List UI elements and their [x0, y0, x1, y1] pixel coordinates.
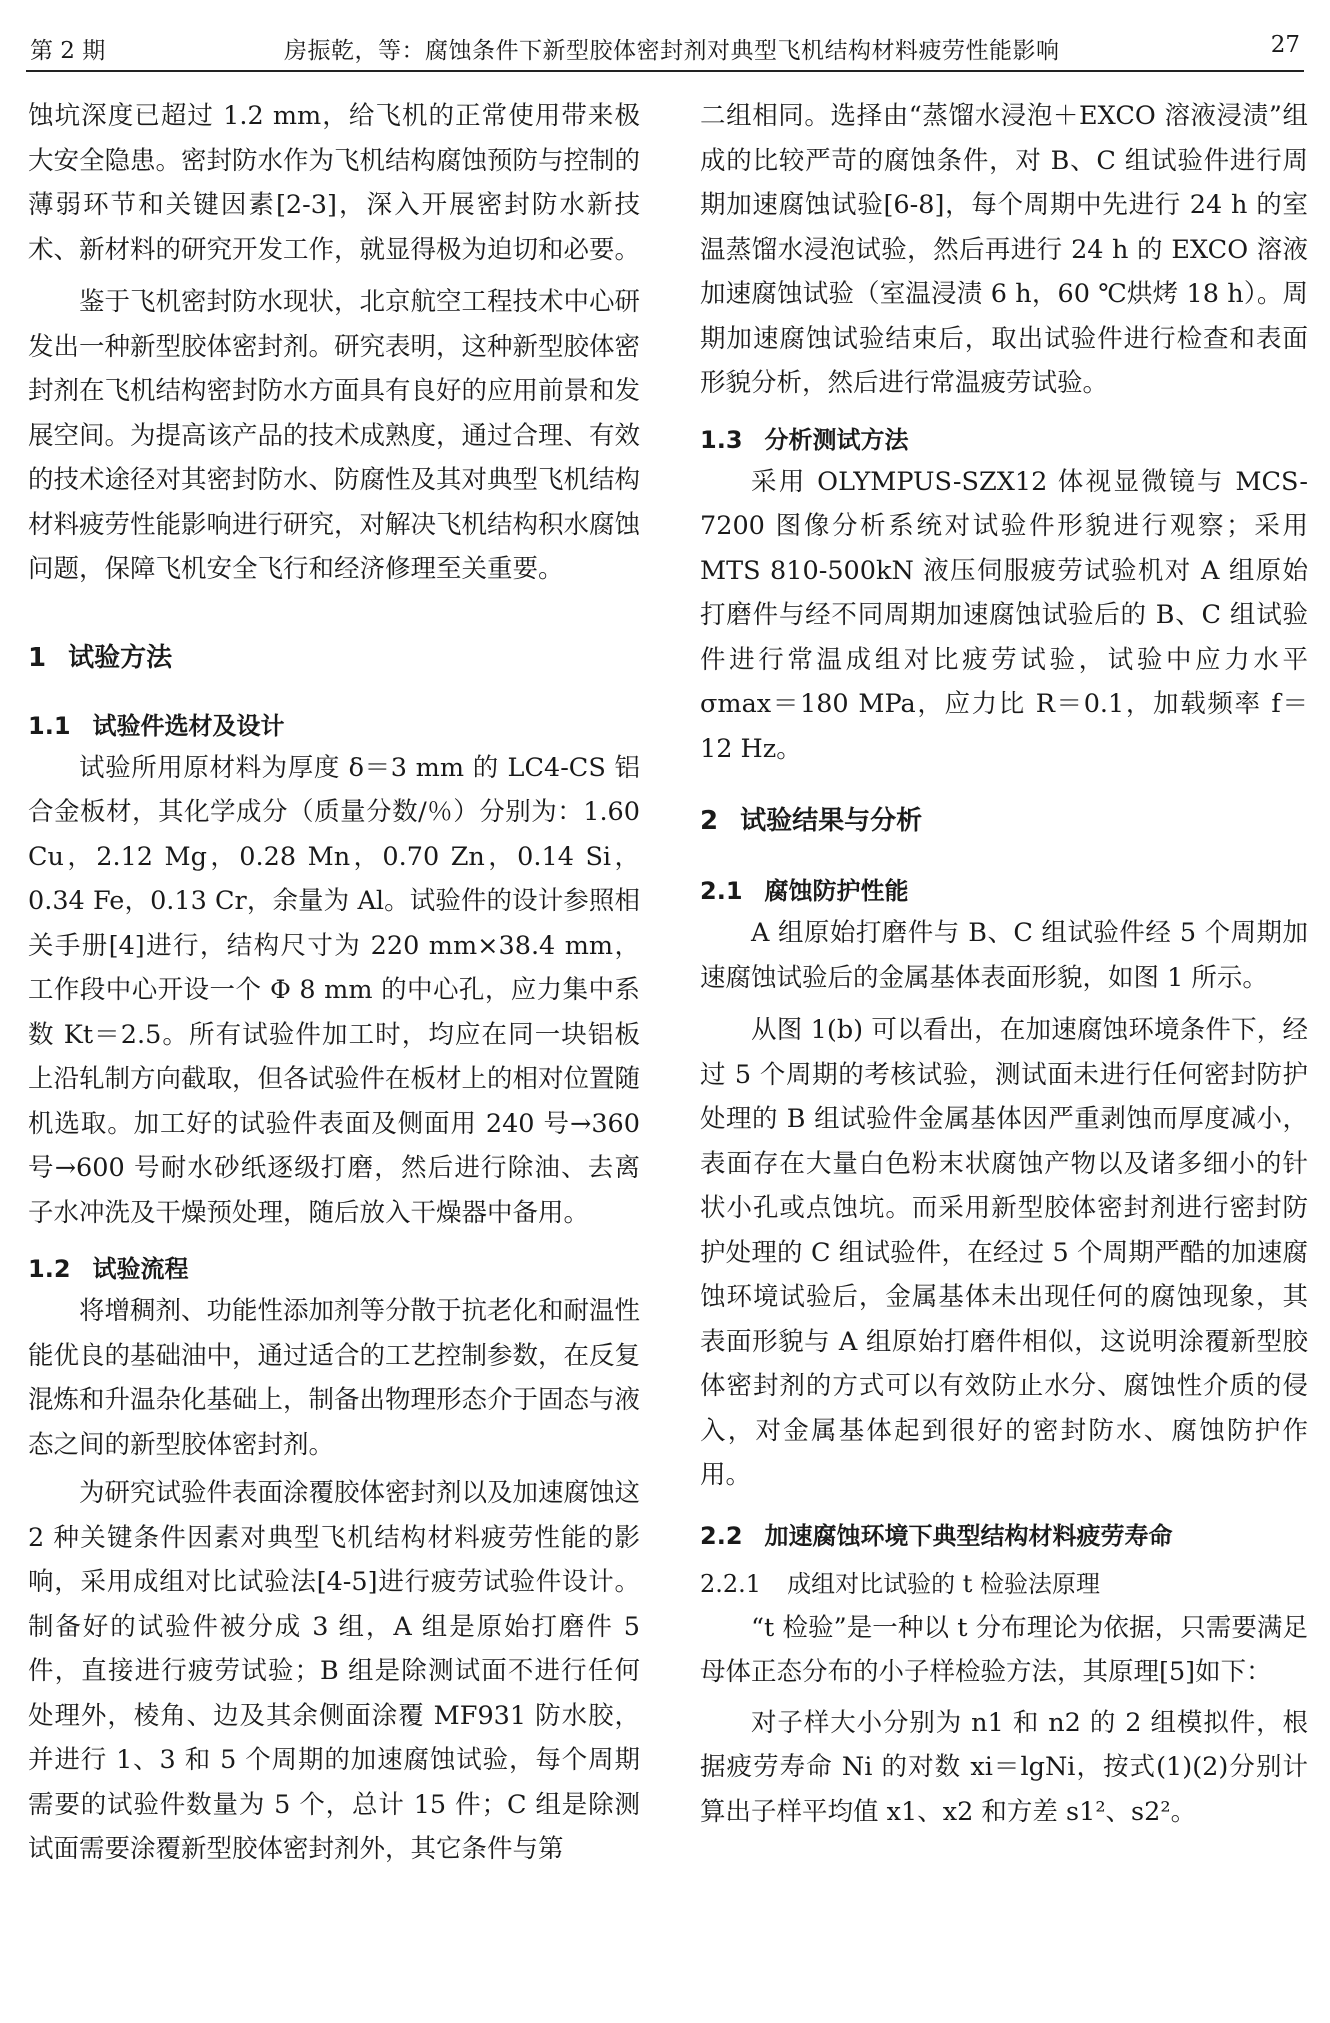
section-heading — [700, 801, 1308, 841]
left-column — [28, 94, 640, 1872]
section-title: 试验方法 — [68, 642, 173, 673]
subsection-heading — [700, 1516, 1308, 1556]
paragraph: 采用 OLYMPUS-SZX12 体视显微镜与 MCS-7200 图像分析系统对试验件形貌进行观察；采用 MTS 810-500kN 液压伺服疲劳试验机对 A 组原始打磨件与经不同周期加速腐蚀试验后的 B、C 组试验件进行常温成组对比疲劳试验，试验中应力水平 σmax＝180 MPa，应力比 R＝0.1，加载频率 f＝12 Hz。 — [700, 466, 1308, 764]
subsection-title: 分析测试方法 — [764, 425, 909, 454]
paragraph: 鉴于飞机密封防水现状，北京航空工程技术中心研发出一种新型胶体密封剂。研究表明，这种新型胶体密封剂在飞机结构密封防水方面具有良好的应用前景和发展空间。为提高该产品的技术成熟度，通过合理、有效的技术途径对其密封防水、防腐性及其对典型飞机结构材料疲劳性能影响进行研究，对解决飞机结构积水腐蚀问题，保障飞机安全飞行和经济修理至关重要。 — [28, 287, 641, 584]
subsection-title: 腐蚀防护性能 — [764, 877, 909, 905]
paragraph: 为研究试验件表面涂覆胶体密封剂以及加速腐蚀这 2 种关键条件因素对典型飞机结构材料疲劳性能的影响，采用成组对比试验法[4-5]进行疲劳试验件设计。制备好的试验件被分成 3 组，A 组是原始打磨件 5 件，直接进行疲劳试验；B 组是除测试面不进行任何处理外，棱角、边及其余侧面涂覆 MF931 防水胶，并进行 1、3 和 5 个周期的加速腐蚀试验，每个周期需要的试验件数量为 5 个，总计 15 件；C 组是除测试面需要涂覆新型胶体密封剂外，其它条件与第 — [28, 1478, 641, 1864]
subsection-heading — [700, 871, 1308, 911]
subsection-number: 1.1 — [28, 711, 71, 740]
subsection-heading — [28, 706, 640, 746]
subsection-number: 1.3 — [700, 425, 743, 454]
subsection-title: 加速腐蚀环境下典型结构材料疲劳寿命 — [764, 1521, 1173, 1550]
subsection-heading — [28, 1249, 640, 1289]
paragraph: “t 检验”是一种以 t 分布理论为依据，只需要满足母体正态分布的小子样检验方法，其原理[5]如下： — [700, 1612, 1308, 1687]
subsection-number: 2.1 — [700, 877, 743, 905]
paragraph: 试验所用原材料为厚度 δ＝3 mm 的 LC4-CS 铝合金板材，其化学成分（质量分数/％）分别为：1.60 Cu，2.12 Mg，0.28 Mn，0.70 Zn，0.14 Si，0.34 Fe，0.13 Cr，余量为 Al。试验件的设计参照相关手册[4]进行，结构尺寸为 220 mm×38.4 mm，工作段中心开设一个 Φ 8 mm 的中心孔，应力集中系数 Kt＝2.5。所有试验件加工时，均应在同一块铝板上沿轧制方向截取，但各试验件在板材上的相对位置随机选取。加工好的试验件表面及侧面用 240 号→360 号→600 号耐水砂纸逐级打磨，然后进行除油、去离子水冲洗及干燥预处理，随后放入干燥器中备用。 — [28, 752, 641, 1228]
paragraph: 从图 1(b) 可以看出，在加速腐蚀环境条件下，经过 5 个周期的考核试验，测试面未进行任何密封防护处理的 B 组试验件金属基体因严重剥蚀而厚度减小，表面存在大量白色粉末状腐蚀产物以及诸多细小的针状小孔或点蚀坑。而采用新型胶体密封剂进行密封防护处理的 C 组试验件，在经过 5 个周期严酷的加速腐蚀环境试验后，金属基体未出现任何的腐蚀现象，其表面形貌与 A 组原始打磨件相似，这说明涂覆新型胶体密封剂的方式可以有效防止水分、腐蚀性介质的侵入，对金属基体起到很好的密封防水、腐蚀防护作用。 — [700, 1015, 1308, 1490]
subsubsection-heading — [700, 1562, 1308, 1606]
subsubsection-number: 2.2.1 — [700, 1569, 762, 1598]
subsection-title: 试验流程 — [92, 1255, 189, 1283]
subsubsection-title: 成组对比试验的 t 检验法原理 — [787, 1569, 1100, 1598]
section-number: 2 — [700, 806, 719, 836]
subsection-heading — [700, 420, 1308, 460]
section-number: 1 — [28, 642, 47, 673]
section-heading — [28, 638, 640, 678]
paragraph: 将增稠剂、功能性添加剂等分散于抗老化和耐温性能优良的基础油中，通过适合的工艺控制参数，在反复混炼和升温杂化基础上，制备出物理形态介于固态与液态之间的新型胶体密封剂。 — [28, 1296, 641, 1460]
paragraph: 对子样大小分别为 n1 和 n2 的 2 组模拟件，根据疲劳寿命 Ni 的对数 xi＝lgNi，按式(1)(2)分别计算出子样平均值 x1、x2 和方差 s1²、s2²。 — [700, 1707, 1308, 1827]
paragraph: 二组相同。选择由“蒸馏水浸泡＋EXCO 溶液浸渍”组成的比较严苛的腐蚀条件，对 B、C 组试验件进行周期加速腐蚀试验[6-8]，每个周期中先进行 24 h 的室温蒸馏水浸泡试验，然后再进行 24 h 的 EXCO 溶液加速腐蚀试验（室温浸渍 6 h，60 ℃烘烤 18 h）。周期加速腐蚀试验结束后，取出试验件进行检查和表面形貌分析，然后进行常温疲劳试验。 — [700, 101, 1308, 398]
running-title: 房振乾，等：腐蚀条件下新型胶体密封剂对典型飞机结构材料疲劳性能影响 — [284, 38, 1060, 64]
section-title: 试验结果与分析 — [740, 806, 923, 836]
subsection-number: 1.2 — [28, 1255, 71, 1283]
issue-number: 第 2 期 — [30, 38, 106, 64]
paragraph: A 组原始打磨件与 B、C 组试验件经 5 个周期加速腐蚀试验后的金属基体表面形貌，如图 1 所示。 — [700, 918, 1308, 993]
subsection-number: 2.2 — [700, 1521, 743, 1550]
right-column — [700, 94, 1308, 1834]
running-header — [26, 30, 1304, 72]
page-number: 27 — [1270, 32, 1300, 58]
subsection-title: 试验件选材及设计 — [92, 711, 285, 740]
paragraph: 蚀坑深度已超过 1.2 mm，给飞机的正常使用带来极大安全隐患。密封防水作为飞机结构腐蚀预防与控制的薄弱环节和关键因素[2-3]，深入开展密封防水新技术、新材料的研究开发工作，就显得极为迫切和必要。 — [28, 101, 641, 265]
